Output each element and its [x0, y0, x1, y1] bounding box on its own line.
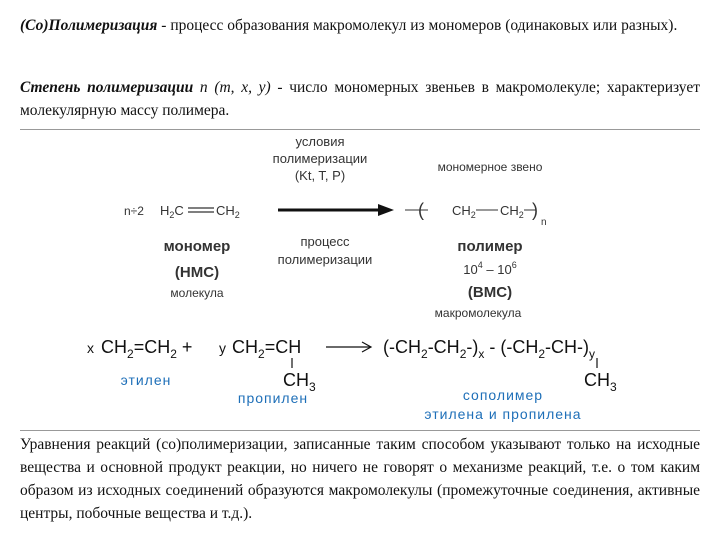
svg-text:104 – 106	[463, 260, 516, 277]
svg-text:CH2: $CH_2$	[500, 203, 524, 220]
definition-polymerization-text: - процесс образования макромолекул из мономеров (одинаковых или разных).	[157, 17, 678, 34]
conditions-line1: условия	[295, 134, 345, 149]
polymer-mass-base1: 10	[463, 262, 478, 277]
polymer-abbr: (ВМС)	[467, 284, 513, 301]
copolymer-label-2: этилена и пропилена	[424, 406, 582, 422]
polymer-dash: –	[482, 262, 498, 277]
degree-symbols: n (m, x, y)	[193, 79, 271, 96]
propylene-label: пропилен	[237, 390, 309, 406]
coefficient-n2: n÷2	[124, 204, 144, 218]
ethylene-label: этилен	[120, 372, 172, 388]
monomer-abbr: (НМС)	[174, 264, 220, 281]
definition-degree-text: - число мономерных звеньев в макромолекуле; характеризует молекулярную массу полимера.	[20, 79, 700, 119]
polymer-label: полимер	[457, 238, 523, 255]
divider-bottom	[20, 430, 700, 431]
coef-x: x	[87, 340, 94, 356]
equations-note	[20, 433, 700, 525]
bracket-right: )	[532, 200, 538, 220]
polymer-exp2: 6	[511, 260, 517, 270]
monomer-ch: CH	[216, 203, 235, 218]
polymerization-scheme	[0, 130, 720, 325]
svg-text:H2C: $H_2C$	[160, 203, 184, 220]
equations-note-text: Уравнения реакций (со)полимеризации, записанные таким способом указывают только на исходные вещества и основной продукт реакции, но ничего не говорят о механизме реакций, т.е. о том каким образом из исходных соединений образуются макромолекулы (промежуточные соединения, активные центры, побочные вещества и т.д.).	[20, 436, 700, 522]
monomer-h: H	[160, 203, 170, 218]
term-degree: Степень полимеризации	[20, 79, 194, 96]
process-line1: процесс	[300, 234, 350, 249]
svg-text:CH2: $CH_2$	[216, 203, 240, 220]
copolymer-label-1: сополимер	[462, 387, 544, 403]
definition-degree	[20, 76, 700, 122]
svg-text:CH2=CH: $CH_2=CH$	[232, 337, 302, 361]
svg-text:CH2: $CH_2$	[452, 203, 476, 220]
process-line2: полимеризации	[277, 252, 373, 267]
monomer-label: мономер	[163, 238, 231, 255]
svg-text:CH3: $CH_3$	[584, 370, 617, 394]
svg-text:CH3: $CH_3$	[283, 370, 316, 394]
copolymerization-scheme	[0, 326, 720, 428]
bracket-left: (	[418, 200, 424, 220]
reaction-arrow-head	[378, 204, 394, 216]
molecule-label: молекула	[170, 286, 224, 300]
unit-n: n	[541, 217, 547, 228]
term-polymerization: (Со)Полимеризация	[20, 17, 158, 34]
polymer-exp1: 4	[477, 260, 483, 270]
conditions-line3: (Kt, T, P)	[294, 168, 346, 183]
coef-y: y	[219, 340, 226, 356]
definition-polymerization	[20, 14, 700, 37]
unit-ch-b: CH	[500, 203, 519, 218]
svg-text:CH2=CH2 +: $CH_2=CH_2$ +	[101, 337, 193, 361]
svg-text:(-CH2-CH2-)x - (-CH2-CH-)y: $(-CH_2-CH_2-)_x - (-CH_2-CH-)_y$	[383, 337, 596, 361]
polymer-mass-base2: 10	[497, 262, 512, 277]
conditions-line2: полимеризации	[272, 151, 368, 166]
macromolecule-label: макромолекула	[434, 306, 522, 320]
unit-label: мономерное звено	[437, 160, 543, 174]
unit-ch-a: CH	[452, 203, 471, 218]
